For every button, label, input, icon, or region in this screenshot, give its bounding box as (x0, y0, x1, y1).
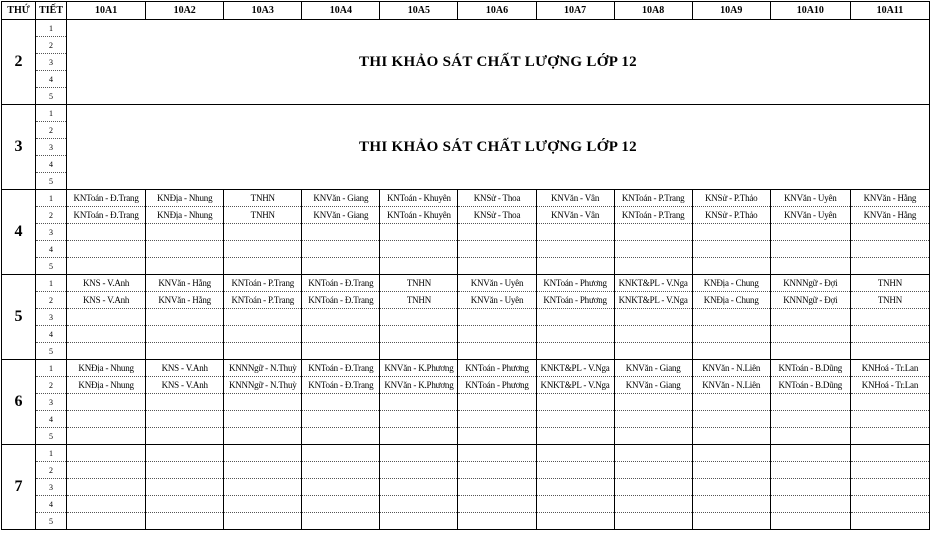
lesson-cell (692, 479, 770, 496)
lesson-cell: KNNNgữ - Đợi (770, 275, 850, 292)
lesson-cell (224, 428, 302, 445)
period-number: 2 (36, 207, 67, 224)
lesson-cell: KNVăn - Hằng (850, 190, 929, 207)
lesson-cell (770, 258, 850, 275)
lesson-cell (850, 258, 929, 275)
lesson-cell (692, 309, 770, 326)
period-number: 3 (36, 394, 67, 411)
lesson-cell (536, 394, 614, 411)
class-header: 10A7 (536, 2, 614, 20)
lesson-cell: KNToán - P.Trang (224, 292, 302, 309)
lesson-cell (67, 445, 146, 462)
lesson-cell (67, 428, 146, 445)
lesson-cell (692, 258, 770, 275)
lesson-cell (850, 411, 929, 428)
lesson-cell: KNToán - P.Trang (614, 207, 692, 224)
lesson-cell (302, 411, 380, 428)
lesson-cell (692, 428, 770, 445)
lesson-cell (380, 479, 458, 496)
lesson-cell (770, 411, 850, 428)
lesson-cell (536, 513, 614, 530)
lesson-cell: KNVăn - Uyên (770, 207, 850, 224)
lesson-cell: KNVăn - Giang (302, 190, 380, 207)
exam-notice: THI KHẢO SÁT CHẤT LƯỢNG LỚP 12 (67, 105, 930, 190)
lesson-cell: KNKT&PL - V.Nga (614, 292, 692, 309)
period-row (2, 479, 930, 496)
class-header: 10A8 (614, 2, 692, 20)
day-header: THỨ (2, 2, 36, 20)
lesson-cell: KNVăn - Giang (614, 360, 692, 377)
lesson-cell (380, 428, 458, 445)
lesson-cell (67, 326, 146, 343)
lesson-cell (458, 496, 536, 513)
lesson-cell (614, 224, 692, 241)
lesson-cell (850, 343, 929, 360)
lesson-cell (850, 326, 929, 343)
lesson-cell (850, 241, 929, 258)
lesson-cell: KNSử - Thoa (458, 207, 536, 224)
lesson-cell: KNS - V.Anh (146, 360, 224, 377)
lesson-cell (224, 241, 302, 258)
lesson-cell (146, 224, 224, 241)
lesson-cell: KNVăn - N.Liên (692, 360, 770, 377)
lesson-cell (692, 496, 770, 513)
period-number: 5 (36, 428, 67, 445)
lesson-cell (850, 394, 929, 411)
lesson-cell (380, 462, 458, 479)
day-label: 4 (2, 190, 36, 275)
period-number: 5 (36, 513, 67, 530)
period-row (2, 190, 930, 207)
period-number: 3 (36, 309, 67, 326)
period-row (2, 292, 930, 309)
lesson-cell: KNToán - Đ.Trang (67, 190, 146, 207)
lesson-cell: KNVăn - Vân (536, 190, 614, 207)
lesson-cell (692, 445, 770, 462)
lesson-cell (146, 241, 224, 258)
period-row (2, 445, 930, 462)
lesson-cell (850, 513, 929, 530)
lesson-cell: KNToán - Đ.Trang (302, 292, 380, 309)
period-row (2, 462, 930, 479)
lesson-cell: KNNNgữ - Đợi (770, 292, 850, 309)
lesson-cell: KNVăn - Giang (302, 207, 380, 224)
lesson-cell (146, 309, 224, 326)
lesson-cell (536, 241, 614, 258)
lesson-cell (146, 343, 224, 360)
period-number: 2 (36, 377, 67, 394)
lesson-cell: KNVăn - Uyên (458, 292, 536, 309)
lesson-cell (458, 343, 536, 360)
lesson-cell: KNSử - P.Thảo (692, 190, 770, 207)
lesson-cell (67, 513, 146, 530)
lesson-cell: KNHoá - Tr.Lan (850, 360, 929, 377)
class-header: 10A11 (850, 2, 929, 20)
lesson-cell (302, 479, 380, 496)
lesson-cell (614, 343, 692, 360)
lesson-cell: KNToán - Đ.Trang (302, 360, 380, 377)
lesson-cell (536, 462, 614, 479)
lesson-cell (224, 445, 302, 462)
timetable (1, 1, 930, 530)
lesson-cell (536, 343, 614, 360)
period-number: 2 (36, 292, 67, 309)
lesson-cell: KNVăn - K.Phương (380, 360, 458, 377)
lesson-cell (67, 394, 146, 411)
lesson-cell: KNVăn - Uyên (458, 275, 536, 292)
lesson-cell: KNToán - Phương (536, 292, 614, 309)
lesson-cell (380, 258, 458, 275)
lesson-cell (770, 394, 850, 411)
lesson-cell (146, 445, 224, 462)
day-label: 7 (2, 445, 36, 530)
lesson-cell (380, 343, 458, 360)
period-number: 1 (36, 105, 67, 122)
period-header: TIẾT (36, 2, 67, 20)
lesson-cell (146, 326, 224, 343)
lesson-cell (67, 343, 146, 360)
lesson-cell: KNToán - Khuyên (380, 207, 458, 224)
lesson-cell (536, 224, 614, 241)
lesson-cell (458, 394, 536, 411)
period-number: 5 (36, 258, 67, 275)
lesson-cell (302, 258, 380, 275)
period-row (2, 377, 930, 394)
lesson-cell (850, 224, 929, 241)
period-number: 5 (36, 343, 67, 360)
lesson-cell (67, 309, 146, 326)
lesson-cell: KNĐịa - Nhung (146, 207, 224, 224)
lesson-cell (302, 462, 380, 479)
lesson-cell: KNĐịa - Nhung (67, 377, 146, 394)
period-row (2, 394, 930, 411)
lesson-cell (536, 309, 614, 326)
day-label: 2 (2, 20, 36, 105)
lesson-cell: KNVăn - Uyên (770, 190, 850, 207)
period-row (2, 258, 930, 275)
lesson-cell (850, 309, 929, 326)
period-number: 3 (36, 54, 67, 71)
lesson-cell: KNS - V.Anh (67, 292, 146, 309)
lesson-cell (458, 224, 536, 241)
lesson-cell (380, 394, 458, 411)
lesson-cell (692, 343, 770, 360)
lesson-cell (380, 224, 458, 241)
lesson-cell (850, 428, 929, 445)
lesson-cell (67, 241, 146, 258)
lesson-cell (770, 224, 850, 241)
lesson-cell (302, 343, 380, 360)
lesson-cell: KNVăn - Hằng (146, 292, 224, 309)
lesson-cell: KNVăn - Giang (614, 377, 692, 394)
lesson-cell (458, 309, 536, 326)
lesson-cell (458, 513, 536, 530)
lesson-cell (380, 445, 458, 462)
lesson-cell: KNĐịa - Chung (692, 292, 770, 309)
lesson-cell (146, 428, 224, 445)
lesson-cell (302, 326, 380, 343)
lesson-cell (302, 241, 380, 258)
lesson-cell (146, 258, 224, 275)
period-row (2, 241, 930, 258)
lesson-cell (770, 496, 850, 513)
lesson-cell: KNKT&PL - V.Nga (536, 377, 614, 394)
lesson-cell (614, 258, 692, 275)
lesson-cell (770, 513, 850, 530)
lesson-cell: KNToán - Khuyên (380, 190, 458, 207)
lesson-cell (302, 445, 380, 462)
period-number: 4 (36, 71, 67, 88)
lesson-cell: TNHN (380, 275, 458, 292)
lesson-cell (458, 241, 536, 258)
lesson-cell (302, 394, 380, 411)
period-number: 2 (36, 37, 67, 54)
lesson-cell (67, 411, 146, 428)
lesson-cell (380, 326, 458, 343)
period-number: 1 (36, 445, 67, 462)
lesson-cell (224, 462, 302, 479)
lesson-cell (224, 326, 302, 343)
lesson-cell (146, 496, 224, 513)
lesson-cell (302, 428, 380, 445)
lesson-cell: KNSử - P.Thảo (692, 207, 770, 224)
lesson-cell (770, 326, 850, 343)
lesson-cell (146, 479, 224, 496)
lesson-cell: KNKT&PL - V.Nga (536, 360, 614, 377)
lesson-cell (692, 462, 770, 479)
period-number: 4 (36, 496, 67, 513)
period-row (2, 326, 930, 343)
lesson-cell (770, 343, 850, 360)
lesson-cell (614, 309, 692, 326)
lesson-cell: KNĐịa - Chung (692, 275, 770, 292)
lesson-cell: KNHoá - Tr.Lan (850, 377, 929, 394)
period-row (2, 411, 930, 428)
lesson-cell (614, 445, 692, 462)
period-number: 4 (36, 241, 67, 258)
lesson-cell (458, 479, 536, 496)
lesson-cell: KNVăn - N.Liên (692, 377, 770, 394)
period-row (2, 275, 930, 292)
lesson-cell (380, 411, 458, 428)
lesson-cell: TNHN (224, 207, 302, 224)
period-row (2, 343, 930, 360)
lesson-cell: TNHN (850, 275, 929, 292)
class-header: 10A6 (458, 2, 536, 20)
lesson-cell (458, 326, 536, 343)
class-header: 10A10 (770, 2, 850, 20)
lesson-cell: TNHN (224, 190, 302, 207)
lesson-cell (380, 513, 458, 530)
day-label: 5 (2, 275, 36, 360)
lesson-cell (614, 462, 692, 479)
lesson-cell (692, 224, 770, 241)
class-header: 10A5 (380, 2, 458, 20)
lesson-cell (614, 513, 692, 530)
class-header: 10A1 (67, 2, 146, 20)
lesson-cell: KNVăn - Vân (536, 207, 614, 224)
lesson-cell (850, 479, 929, 496)
lesson-cell: KNĐịa - Nhung (67, 360, 146, 377)
lesson-cell (536, 445, 614, 462)
period-number: 5 (36, 88, 67, 105)
lesson-cell: KNToán - P.Trang (614, 190, 692, 207)
lesson-cell (614, 479, 692, 496)
lesson-cell: TNHN (850, 292, 929, 309)
lesson-cell (536, 258, 614, 275)
period-number: 1 (36, 275, 67, 292)
class-header: 10A3 (224, 2, 302, 20)
lesson-cell (458, 411, 536, 428)
lesson-cell (850, 462, 929, 479)
class-header: 10A9 (692, 2, 770, 20)
period-row (2, 513, 930, 530)
lesson-cell: KNToán - Đ.Trang (67, 207, 146, 224)
lesson-cell (224, 394, 302, 411)
lesson-cell (224, 224, 302, 241)
period-number: 3 (36, 139, 67, 156)
lesson-cell (692, 241, 770, 258)
timetable-body (2, 20, 930, 530)
period-row (2, 207, 930, 224)
lesson-cell (770, 428, 850, 445)
lesson-cell (67, 224, 146, 241)
lesson-cell (380, 496, 458, 513)
lesson-cell (536, 326, 614, 343)
period-row (2, 428, 930, 445)
period-row (2, 309, 930, 326)
lesson-cell: KNToán - P.Trang (224, 275, 302, 292)
lesson-cell (692, 411, 770, 428)
lesson-cell (224, 309, 302, 326)
lesson-cell (67, 496, 146, 513)
period-number: 4 (36, 326, 67, 343)
period-number: 2 (36, 462, 67, 479)
lesson-cell: KNToán - Đ.Trang (302, 377, 380, 394)
period-number: 5 (36, 173, 67, 190)
lesson-cell (67, 479, 146, 496)
lesson-cell (850, 496, 929, 513)
period-number: 2 (36, 122, 67, 139)
period-number: 4 (36, 156, 67, 173)
period-row (2, 224, 930, 241)
lesson-cell (146, 462, 224, 479)
lesson-cell (536, 496, 614, 513)
lesson-cell (770, 479, 850, 496)
lesson-cell (614, 411, 692, 428)
lesson-cell (380, 309, 458, 326)
period-number: 4 (36, 411, 67, 428)
lesson-cell: KNNNgữ - N.Thuỳ (224, 360, 302, 377)
period-row (2, 105, 930, 122)
period-row (2, 496, 930, 513)
lesson-cell: KNToán - Phương (458, 377, 536, 394)
lesson-cell (67, 462, 146, 479)
lesson-cell (770, 309, 850, 326)
lesson-cell: KNToán - Đ.Trang (302, 275, 380, 292)
period-number: 1 (36, 20, 67, 37)
lesson-cell (146, 513, 224, 530)
lesson-cell (692, 326, 770, 343)
period-number: 1 (36, 190, 67, 207)
lesson-cell: KNToán - B.Dũng (770, 360, 850, 377)
lesson-cell (614, 326, 692, 343)
lesson-cell: KNS - V.Anh (67, 275, 146, 292)
lesson-cell (770, 241, 850, 258)
lesson-cell (302, 513, 380, 530)
lesson-cell: KNVăn - Hằng (146, 275, 224, 292)
lesson-cell (224, 258, 302, 275)
lesson-cell (692, 394, 770, 411)
day-label: 3 (2, 105, 36, 190)
period-number: 3 (36, 224, 67, 241)
lesson-cell (302, 224, 380, 241)
period-row (2, 20, 930, 37)
lesson-cell (302, 496, 380, 513)
lesson-cell (614, 394, 692, 411)
lesson-cell (224, 513, 302, 530)
lesson-cell: KNĐịa - Nhung (146, 190, 224, 207)
day-label: 6 (2, 360, 36, 445)
lesson-cell (302, 309, 380, 326)
class-header: 10A2 (146, 2, 224, 20)
lesson-cell: KNS - V.Anh (146, 377, 224, 394)
lesson-cell (146, 394, 224, 411)
lesson-cell (224, 479, 302, 496)
lesson-cell: KNKT&PL - V.Nga (614, 275, 692, 292)
lesson-cell: KNToán - B.Dũng (770, 377, 850, 394)
lesson-cell (614, 428, 692, 445)
lesson-cell (770, 462, 850, 479)
lesson-cell (692, 513, 770, 530)
period-number: 3 (36, 479, 67, 496)
lesson-cell: KNVăn - K.Phương (380, 377, 458, 394)
lesson-cell: KNNNgữ - N.Thuỳ (224, 377, 302, 394)
class-header: 10A4 (302, 2, 380, 20)
lesson-cell (850, 445, 929, 462)
lesson-cell: KNToán - Phương (536, 275, 614, 292)
lesson-cell (614, 496, 692, 513)
header-row (2, 2, 930, 20)
lesson-cell (536, 411, 614, 428)
lesson-cell: KNSử - Thoa (458, 190, 536, 207)
exam-notice: THI KHẢO SÁT CHẤT LƯỢNG LỚP 12 (67, 20, 930, 105)
period-number: 1 (36, 360, 67, 377)
lesson-cell (458, 445, 536, 462)
lesson-cell (458, 428, 536, 445)
lesson-cell (224, 496, 302, 513)
lesson-cell (224, 411, 302, 428)
lesson-cell (224, 343, 302, 360)
lesson-cell (536, 428, 614, 445)
lesson-cell: TNHN (380, 292, 458, 309)
lesson-cell (770, 445, 850, 462)
lesson-cell (614, 241, 692, 258)
lesson-cell (458, 258, 536, 275)
lesson-cell: KNVăn - Hằng (850, 207, 929, 224)
lesson-cell (67, 258, 146, 275)
lesson-cell: KNToán - Phương (458, 360, 536, 377)
lesson-cell (146, 411, 224, 428)
period-row (2, 360, 930, 377)
lesson-cell (536, 479, 614, 496)
lesson-cell (458, 462, 536, 479)
lesson-cell (380, 241, 458, 258)
